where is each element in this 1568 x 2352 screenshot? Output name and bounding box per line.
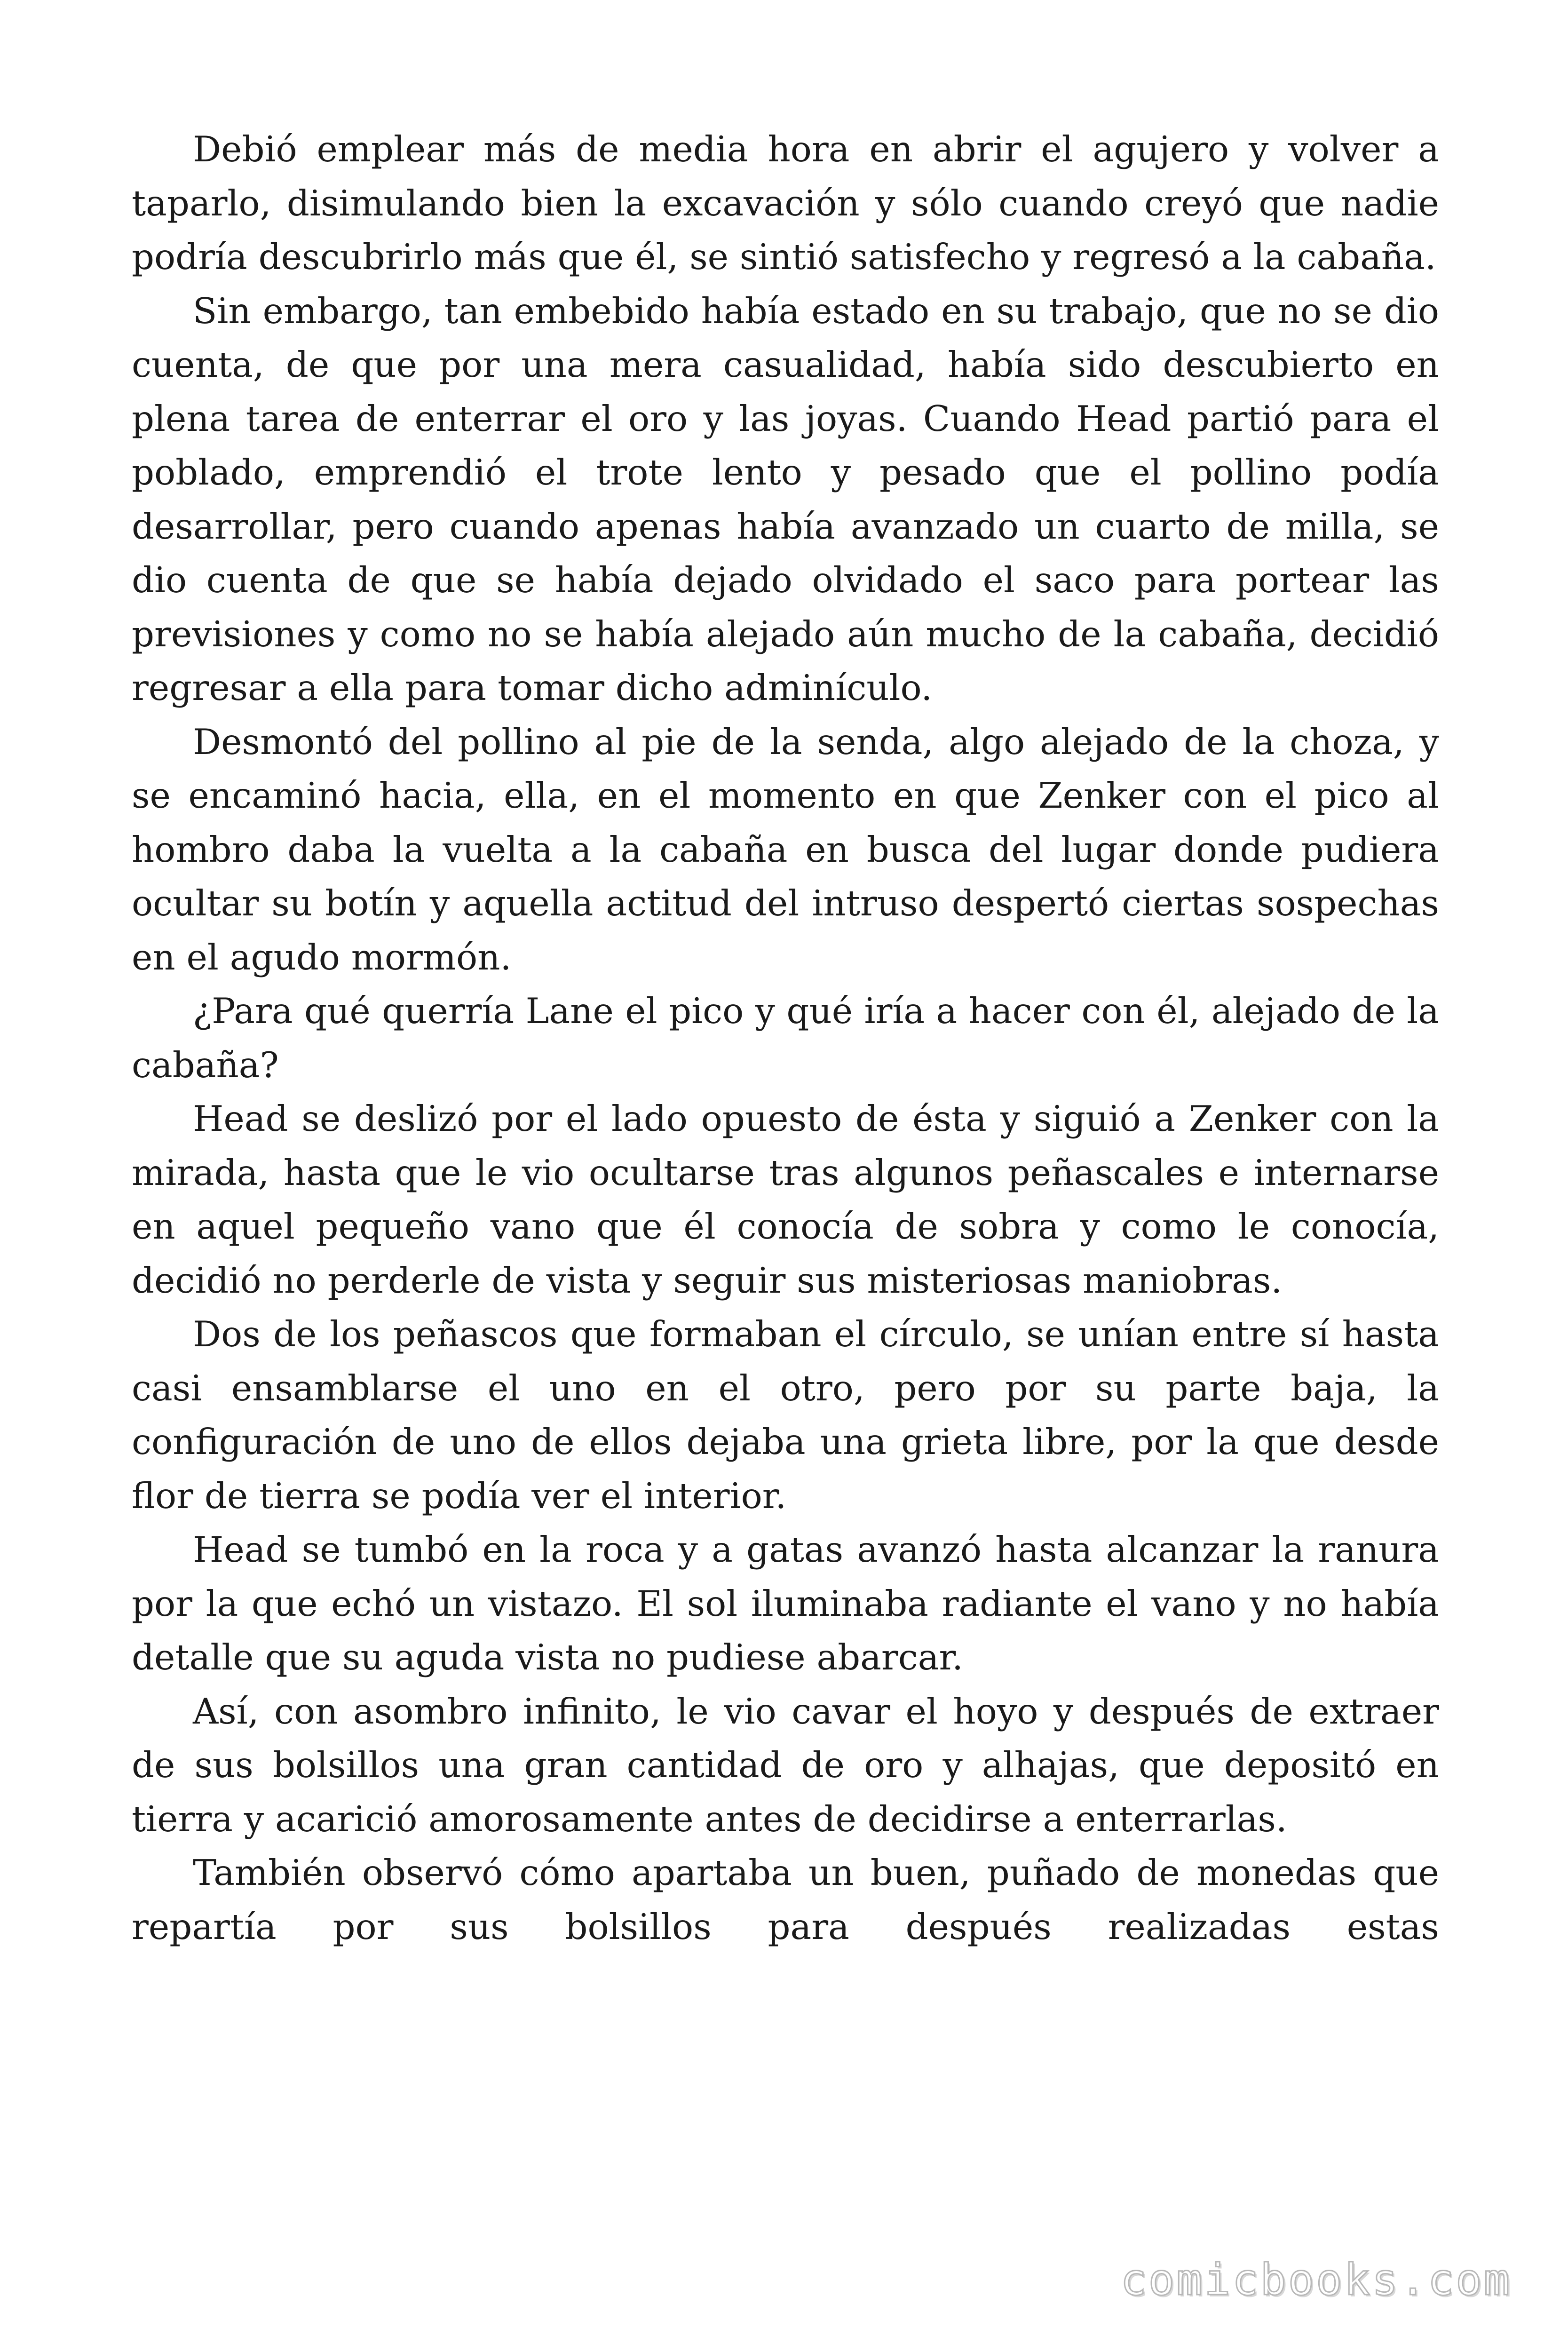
paragraph-7: Head se tumbó en la roca y a gatas avanzó hasta alcanzar la ranura por la que echó un vistazo. El sol iluminaba radiante el vano y no había detalle que su aguda vista no pudiese abarcar. xyxy=(132,1529,1439,1678)
page-body xyxy=(132,122,1439,1954)
paragraph-1: Debió emplear más de media hora en abrir el agujero y volver a taparlo, disimulando bien la excavación y sólo cuando creyó que nadie podría descubrirlo más que él, se sintió satisfecho y regresó a la cabaña. xyxy=(132,128,1439,278)
paragraph-5: Head se deslizó por el lado opuesto de ésta y siguió a Zenker con la mirada, hasta que le vio ocultarse tras algunos peñascales e internarse en aquel pequeño vano que él conocía de sobra y como le conocía, decidió no perderle de vista y seguir sus misteriosas maniobras. xyxy=(132,1098,1439,1301)
paragraph-3: Desmontó del pollino al pie de la senda, algo alejado de la choza, y se encaminó hacia, ella, en el momento en que Zenker con el pico al hombro daba la vuelta a la cabaña en busca del lugar donde pudiera ocultar su botín y aquella actitud del intruso despertó ciertas sospechas en el agudo mormón. xyxy=(132,721,1439,978)
paragraph-2: Sin embargo, tan embebido había estado en su trabajo, que no se dio cuenta, de que por una mera casualidad, había sido descubierto en plena tarea de enterrar el oro y las joyas. Cuando Head partió para el poblado, emprendió el trote lento y pesado que el pollino podía desarrollar, pero cuando apenas había avanzado un cuarto de milla, se dio cuenta de que se había dejado olvidado el saco para portear las previsiones y como no se había alejado aún mucho de la cabaña, decidió regresar a ella para tomar dicho adminículo. xyxy=(132,290,1439,708)
paragraph-6: Dos de los peñascos que formaban el círculo, se unían entre sí hasta casi ensamblarse el uno en el otro, pero por su parte baja, la configuración de uno de ellos dejaba una grieta libre, por la que desde flor de tierra se podía ver el interior. xyxy=(132,1313,1439,1517)
watermark: comicbooks.com xyxy=(1120,2255,1512,2305)
paragraph-9: También observó cómo apartaba un buen, puñado de monedas que repartía por sus bolsillos para después realizadas estas xyxy=(132,1852,1439,1947)
paragraph-8: Así, con asombro infinito, le vio cavar el hoyo y después de extraer de sus bolsillos una gran cantidad de oro y alhajas, que depositó en tierra y acarició amorosamente antes de decidirse a enterrarlas. xyxy=(132,1690,1439,1840)
paragraph-4: ¿Para qué querría Lane el pico y qué iría a hacer con él, alejado de la cabaña? xyxy=(132,990,1439,1086)
